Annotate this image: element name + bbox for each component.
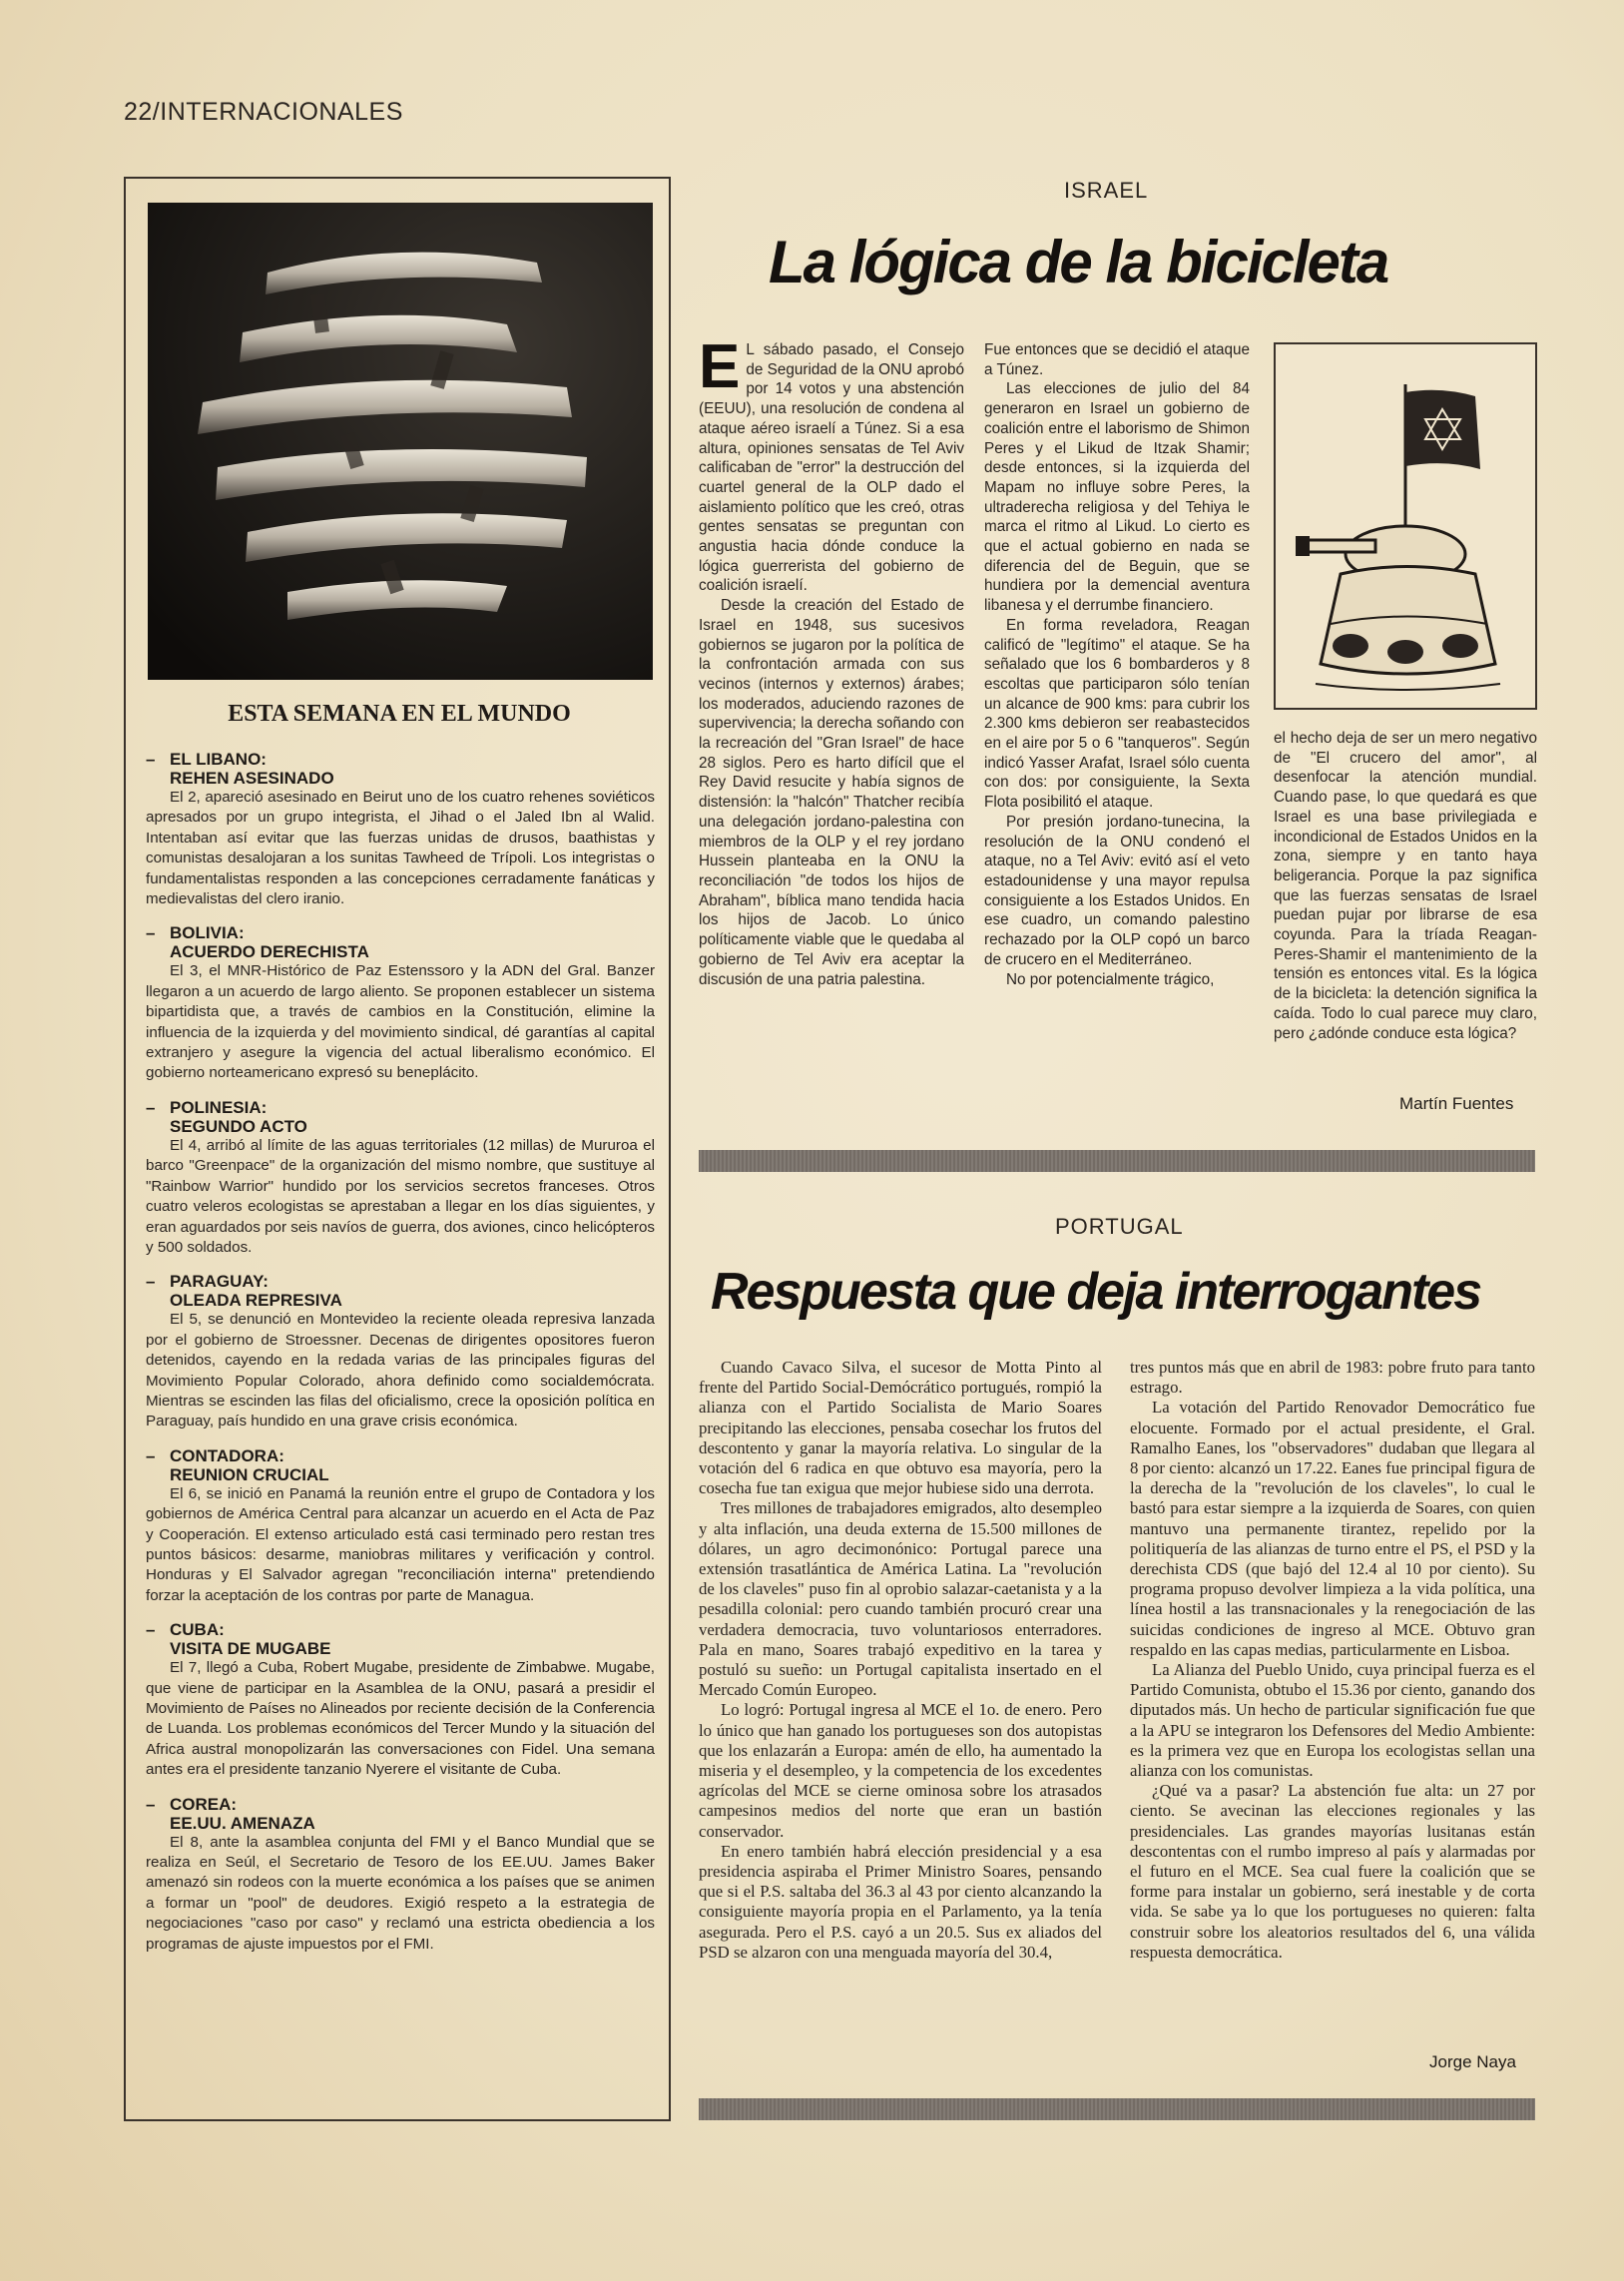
roundup-item (146, 1795, 655, 1955)
item-subtitle: SEGUNDO ACTO (170, 1116, 307, 1136)
item-body: El 7, llegó a Cuba, Robert Mugabe, presidente de Zimbabwe. Mugabe, que viene de participar en la Asamblea de la ONU, pasará a presidir el Movimiento de Países no Alineados por reciente decisión de la Conferencia de Luanda. Los problemas económicos del Tercer Mundo y la situación del Africa austral monopolizarán las conversaciones con Fidel. Una semana antes era el presidente tanzanio Nyerere el visitante de Cuba. (146, 1659, 655, 1779)
portugal-paragraph: En enero también habrá elección presidencial y a esa presidencia aspiraba el Primer Ministro Soares, pensando que si el P.S. saltaba del 36.3 al 43 por ciento alcanzando la consiguiente mayoría propia en el Parlamento, ya la tenía asegurada. Pero el P.S. cayó a un 20.5. Sus ex aliados del PSD se alzaron con una menguada mayoría del 30.4, (699, 1841, 1102, 1962)
portugal-paragraph: Cuando Cavaco Silva, el sucesor de Motta Pinto al frente del Partido Social-Demócrático portugués, rompió la alianza con el Partido Socialista de Mario Soares precipitando las elecciones, pensaba cosechar los frutos del descontento y ganar la mayoría relativa. Lo singular de la votación del 6 radica en que obtuvo esa mayoría, pero la cosecha fue tan exigua que mejor hubiese sido una derrota. (699, 1358, 1102, 1498)
item-country: – BOLIVIA: (146, 923, 245, 943)
item-country: – CONTADORA: (146, 1445, 284, 1465)
portugal-kicker: PORTUGAL (1055, 1214, 1184, 1239)
israel-paragraph: L sábado pasado, el Consejo de Seguridad de la ONU aprobó por 14 votos y una abstención (EEUU), una resolución de condena al ataque aéreo israelí a Túnez. Si a esa altura, opiniones sensatas de Tel Aviv calificaban de "error" la destrucción del cuartel general de la OLP dado el aislamiento político que les creó, otras gentes sensatas se preguntan con angustia hacia dónde conduce la lógica guerrerista del gobierno de coalición israelí. (699, 341, 964, 595)
weekly-roundup-box (124, 177, 671, 2121)
israel-paragraph: No por potencialmente trágico, (1006, 970, 1215, 988)
portugal-paragraph: La votación del Partido Renovador Democrático fue elocuente. Formado por el actual presidente, el Gral. Ramalho Eanes, los "observadores" dudaban que llegara al 8 por ciento: alcanzó un 17.22. Eanes fue principal figura de la derecha de la "revolución de los claveles", lo cual le bastó para estar siempre a la izquierda de Soares, con quien mantuvo una permanente tirantez, repelido por la politiquería de las alianzas de turno entre el PS, el PSD y la derechista CDS (que bajó del 12.4 al 10 por ciento). Su programa propuso devolver limpieza a la vida política, una línea hostil a las transnacionales y la renegociación de las suicidas condiciones de ingreso al MCE. Obtuvo gran respaldo en las capas medias, particularmente en Lisboa. (1130, 1398, 1535, 1659)
israel-paragraph: Por presión jordano-tunecina, la resolución de la ONU condenó el ataque, no a Tel Aviv: evitó así el veto estadounidense y una mayor repulsa consiguiente a los Estados Unidos. En ese cuadro, un comando palestino rechazado por la OLP copó un barco de crucero en el Mediterráneo. (984, 813, 1250, 968)
tank-cartoon (1274, 342, 1537, 710)
roundup-item (146, 1620, 655, 1780)
item-subtitle: ACUERDO DERECHISTA (170, 942, 369, 962)
portugal-column-2 (1130, 1358, 1535, 1963)
item-country: – CUBA: (146, 1620, 225, 1640)
israel-paragraph: En forma reveladora, Reagan calificó de "legítimo" el ataque. Se ha señalado que los 6 bombarderos y 8 escoltas que participaron sólo tenían un alcance de 900 kms: para cubrir los 2.300 kms debieron ser reabastecidos en el aire por 5 o 6 "tanqueros". Según indicó Yasser Arafat, Israel sólo cuenta con dos: por consiguiente, la Sexta Flota posibilitó el ataque. (984, 616, 1250, 812)
item-subtitle: EE.UU. AMENAZA (170, 1813, 315, 1833)
tank-illustration (1276, 344, 1535, 708)
item-body: El 6, se inició en Panamá la reunión entre el grupo de Contadora y los gobiernos de América Central para alcanzar un acuerdo en el Acta de Paz y Cooperación. El extenso articulado está casi terminado pero restan tres puntos básicos: desarme, maniobras militares y verificación y control. Honduras y El Salvador agregan "reconciliación interna" pretendiendo forzar la aceptación de los contras por parte de Managua. (146, 1484, 655, 1604)
roundup-title: ESTA SEMANA EN EL MUNDO (228, 701, 571, 727)
item-body: El 2, apareció asesinado en Beirut uno de los cuatro rehenes soviéticos apresados por un grupo integrista, el Jihad o el Jaled Ibn al Walid. Intentaban así evitar que las fuerzas unidas de drusos, baathistas y comunistas desalojaran a los sunitas Tawheed de Trípoli. Los integristas o fundamentalistas responden a las concepciones cerradamente fanáticas y medievalistas del clero iranio. (146, 789, 655, 908)
item-body: El 8, ante la asamblea conjunta del FMI y el Banco Mundial que se realiza en Seúl, el Secretario de Tesoro de los EE.UU. James Baker amenazó sin rodeos con la muerte económica a los países que se animen a formar un "pool" de deudores. Exigió respeto a la estrategia de negociaciones "caso por caso" y reclamó una estricta obediencia a los programas de ajuste impuestos por el FMI. (146, 1833, 655, 1953)
item-country-label: BOLIVIA: (170, 923, 245, 943)
item-country: – COREA: (146, 1794, 238, 1814)
item-body: El 4, arribó al límite de las aguas territoriales (12 millas) de Mururoa el barco "Greenpace" de la organización del mismo nombre, que sustituye al "Rainbow Warrior" hundido por los servicios secretos franceses. Otros cuatro veleros ecologistas se aprestaban a llegar en los días siguientes, y eran aguardados por seis navíos de guerra, dos aviones, cinco helicópteros y 500 soldados. (146, 1136, 655, 1256)
item-country-label: COREA: (170, 1794, 238, 1814)
portugal-paragraph: Tres millones de trabajadores emigrados, alto desempleo y alta inflación, una deuda externa de 15.500 millones de dólares, un agro decimonónico: Portugal parece una extensión trasatlántica de América Latina. La "revolución de los claveles" puso fin al oprobio salazar-caetanista y a la pesadilla colonial: pero cuando también procuró crear una verdadera democracia, tuvo voluntariosos enterradores. Pala en mano, Soares trabajó expeditivo en la tarea y postuló su sueño: un Portugal capitalista insertado en el Mercado Común Europeo. (699, 1498, 1102, 1700)
israel-byline: Martín Fuentes (1399, 1094, 1514, 1113)
roundup-item (146, 923, 655, 1083)
roundup-item (146, 1098, 655, 1258)
portugal-paragraph: La Alianza del Pueblo Unido, cuya principal fuerza es el Partido Comunista, obtubo el 15.36 por ciento, ganando dos diputados más. Un hecho de particular significación fue que a la APU se integraron los Defensores del Medio Ambiente: es la primera vez que en Europa los ecologistas sellan una alianza con los comunistas. (1130, 1660, 1535, 1781)
roundup-items (146, 750, 655, 1969)
drop-cap: E (699, 332, 741, 401)
roundup-item (146, 1446, 655, 1606)
israel-column-2 (984, 340, 1250, 989)
item-country-label: EL LIBANO: (170, 750, 267, 769)
item-subtitle: OLEADA REPRESIVA (170, 1291, 342, 1311)
israel-paragraph: Las elecciones de julio del 84 generaron en Israel un gobierno de coalición entre el laborismo de Shimon Peres y el Likud de Itzak Shamir; desde entonces, si la izquierda del Mapam no influye sobre Peres, la ultraderecha religiosa y del Tehiya le marca el ritmo al Likud. Lo cierto es que el actual gobierno en nada se diferencia del de Beguin, que se hundiera por la demencial aventura libanesa y el derrumbe financiero. (984, 380, 1250, 615)
portugal-headline: Respuesta que deja interrogantes (711, 1263, 1481, 1321)
divider-rule (699, 2098, 1535, 2120)
item-subtitle: REHEN ASESINADO (170, 769, 334, 788)
portugal-byline: Jorge Naya (1429, 2052, 1516, 2071)
portugal-paragraph: ¿Qué va a pasar? La abstención fue alta: un 27 por ciento. Se avecinan las elecciones regionales y las presidenciales. Las grandes mayorías lusitanas están descontentas con el rumbo impreso al país y alarmadas por el futuro en el MCE. Sea cual fuere la coalición que se forme para instalar un gobierno, será inestable y de corta vida. Se sabe ya lo que los portugueses no quieren: falta construir sobre los aleatorios resultados del 6, una válida respuesta democrática. (1130, 1781, 1535, 1962)
item-subtitle: VISITA DE MUGABE (170, 1639, 331, 1659)
item-country: – PARAGUAY: (146, 1272, 269, 1292)
roundup-item (146, 1272, 655, 1431)
photo-illustration (148, 203, 653, 680)
portugal-paragraph: tres puntos más que en abril de 1983: pobre fruto para tanto estrago. (1130, 1358, 1535, 1398)
item-country-label: PARAGUAY: (170, 1272, 269, 1292)
israel-kicker: ISRAEL (1064, 178, 1149, 203)
item-country-label: POLINESIA: (170, 1097, 268, 1117)
item-country: – EL LIBANO: (146, 750, 267, 769)
israel-column-1 (699, 332, 964, 989)
section-header: 22/INTERNACIONALES (124, 98, 403, 126)
sculpture-photo (148, 203, 653, 680)
divider-rule (699, 1150, 1535, 1172)
israel-headline: La lógica de la bicicleta (769, 229, 1388, 295)
item-subtitle: REUNION CRUCIAL (170, 1464, 329, 1484)
item-country-label: CUBA: (170, 1620, 225, 1640)
item-body: El 5, se denunció en Montevideo la reciente oleada represiva lanzada por el gobierno de Stroessner. Decenas de dirigentes opositores fueron detenidos, cayendo en la redada varias de las principales figuras del Movimiento Popular Colorado, ahora definido como socialdemócrata. Mientras se escinden las filas del oficialismo, crece la oposición política en Paraguay, país hundido en una grave crisis económica. (146, 1311, 655, 1430)
item-country-label: CONTADORA: (170, 1445, 284, 1465)
roundup-item (146, 750, 655, 909)
israel-paragraph: el hecho deja de ser un mero negativo de "El crucero del amor", al desenfocar la atención mundial. Cuando pase, lo que quedará es que Israel es una base privilegiada e incondicional de Estados Unidos en la zona, siempre y en tanto haya beligerancia. Porque la paz significa que las fuerzas sensatas de Israel puedan pujar por librarse de esa coyunda. Para la tríada Reagan-Peres-Shamir el mantenimiento de la tensión es entonces vital. Es la lógica de la bicicleta: la detención significa la caída. Todo lo cual parece muy claro, pero ¿adónde conduce esta lógica? (1274, 730, 1537, 1042)
israel-paragraph: Fue entonces que se decidió el ataque a Túnez. (984, 341, 1250, 378)
israel-paragraph: Desde la creación del Estado de Israel en 1948, sus sucesivos gobiernos se jugaron por la política de la confrontación armada con sus vecinos (internos y externos) árabes; los moderados, aduciendo razones de supervivencia; la derecha soñando con la recreación del "Gran Israel" de hace 28 siglos. Pero es harto difícil que el Rey David resucite y había signos de distensión: la "halcón" Thatcher recibía una delegación jordano-palestina con miembros de la OLP y el rey jordano Hussein planteaba en la ONU la reconciliación "de todos los hijos de Abraham", bíblica mano tendida hacia los hijos de Jacob. Lo único políticamente viable que le quedaba al gobierno de Tel Aviv era aceptar la discusión de una patria palestina. (699, 597, 964, 988)
israel-column-3 (1274, 729, 1537, 1043)
item-country: – POLINESIA: (146, 1097, 268, 1117)
item-body: El 3, el MNR-Histórico de Paz Estenssoro y la ADN del Gral. Banzer llegaron a un acuerdo de largo aliento. Se proponen establecer un sistema bipartidista que, a través de cambios en la Constitución, elimine la influencia de la izquierda y del movimiento sindical, dé garantías al capital extranjero y asegure la vigencia del actual liberalismo económico. El gobierno norteamericano expresó su beneplácito. (146, 962, 655, 1082)
portugal-column-1 (699, 1358, 1102, 1963)
portugal-paragraph: Lo logró: Portugal ingresa al MCE el 1o. de enero. Pero lo único que han ganado los portugueses son dos autopistas que los enlazarán a Europa: amén de ello, ha aumentado la miseria y el desempleo, y la competencia de los excedentes agrícolas del MCE se cierne ominosa sobre los atrasados campesinos medios del norte que eran un bastión conservador. (699, 1700, 1102, 1841)
